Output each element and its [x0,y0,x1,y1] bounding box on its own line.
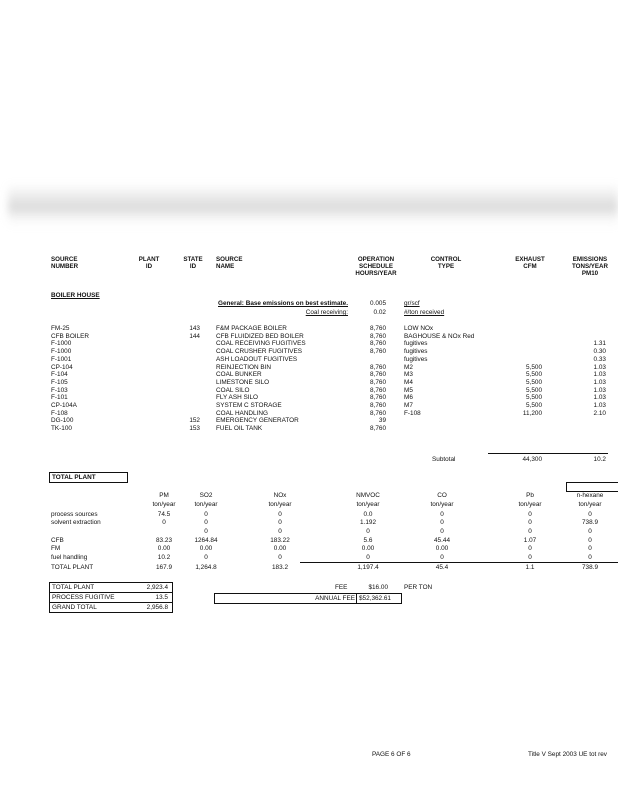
source-name: LIMESTONE SILO [216,378,270,386]
operation-hours: 8,760 [370,394,386,402]
source-name: COAL BUNKER [216,371,262,379]
exhaust-cfm: 5,500 [526,386,542,394]
fee-value: $16.00 [368,584,388,591]
summary-column-unit: ton/year [518,501,542,508]
exhaust-cfm: 5,500 [526,402,542,409]
exhaust-cfm: 5,500 [526,378,542,386]
source-name: FLY ASH SILO [216,394,259,402]
general-note-unit: gr/scf [404,300,420,307]
summary-cell: 45.4 [435,564,449,571]
subtotal-pm10: 10.2 [593,456,606,463]
header-control-type: CONTROL TYPE [430,256,462,270]
summary-cell: 0 [588,528,592,535]
summary-column-name: SO2 [199,492,213,499]
source-name: REINJECTION BIN [216,363,272,371]
source-name: SYSTEM C STORAGE [216,402,282,409]
subtotal-label: Subtotal [432,456,456,463]
pm10-value: 1.03 [593,371,606,379]
summary-cell: 10.2 [157,554,171,561]
summary-cell: 0 [278,554,282,561]
annual-fee-label: ANNUAL FEE [315,595,355,602]
source-number: F-1000 [51,348,72,356]
exhaust-cfm: 5,500 [526,394,542,402]
summary-cell: 0 [588,545,592,552]
summary-cell: 0 [440,519,444,526]
source-number: F-108 [51,409,68,417]
state-id: 153 [189,425,200,433]
summary-cell: 0 [528,554,532,561]
summary-cell: 5.6 [363,537,373,544]
totals-box [49,582,173,613]
summary-cell: 0 [366,554,370,561]
header-source-number: SOURCE NUMBER [51,256,79,270]
source-number: CP-104A [51,402,77,409]
operation-hours: 8,760 [370,425,386,433]
section-title-boiler-house: BOILER HOUSE [51,292,100,299]
summary-cell: 0.0 [363,511,373,518]
pm10-value: 1.03 [593,394,606,402]
summary-cell: 1.1 [525,564,535,571]
control-type: M4 [404,378,413,386]
summary-cell: 0 [588,511,592,518]
operation-hours: 8,760 [370,371,386,379]
fee-unit: PER TON [404,584,433,591]
summary-cell: 167.9 [156,564,172,571]
exhaust-cfm: 11,200 [522,409,542,417]
control-type: M5 [404,386,413,394]
summary-column-unit: ton/year [194,501,218,508]
source-name: FUEL OIL TANK [216,425,263,433]
summary-cell: 0 [440,554,444,561]
control-type: M7 [404,402,413,409]
totals-value-process-fugitive: 13.5 [155,594,168,601]
source-number: F-105 [51,378,68,386]
operation-hours: 8,760 [370,378,386,386]
summary-cell: 738.9 [582,564,598,571]
source-number: FM-25 [51,325,70,332]
summary-column-name: PM [159,492,169,499]
header-operation-schedule: OPERATION SCHEDULE HOURS/YEAR [355,256,397,277]
summary-cell: 0 [278,528,282,535]
summary-cell: 0 [528,511,532,518]
operation-hours: 8,760 [370,348,386,356]
header-emissions-pm10: EMISSIONS TONS/YEAR PM10 [572,256,608,277]
totals-label-total-plant: TOTAL PLANT [52,584,95,591]
annual-fee-box [214,593,402,604]
summary-cell: 0 [528,545,532,552]
source-name: COAL HANDLING [216,409,268,417]
summary-cell: 74.5 [157,511,171,518]
summary-row-label: FM [51,545,61,552]
pm10-value: 1.03 [593,386,606,394]
summary-cell: 0.00 [157,545,171,552]
general-note-label: General: Base emissions on best estimate. [218,300,348,307]
source-name: CFB FLUIDIZED BED BOILER [216,332,304,340]
summary-cell: 183.22 [270,537,290,544]
summary-column-unit: ton/year [430,501,454,508]
summary-column-unit: ton/year [356,501,380,508]
summary-row-label: process sources [51,511,98,518]
coal-receiving-unit: #/ton received [404,309,445,316]
source-number: F-104 [51,371,68,379]
source-number: CFB BOILER [51,332,89,340]
summary-cell: 0 [588,537,592,544]
totals-label-process-fugitive: PROCESS FUGITIVE [52,594,115,601]
operation-hours: 8,760 [370,325,386,332]
operation-hours: 8,760 [370,386,386,394]
source-name: COAL RECEIVING FUGITIVES [216,340,306,348]
summary-cell: 0.00 [435,545,449,552]
summary-cell: 0 [204,554,208,561]
summary-cell: 0 [528,519,532,526]
source-name: COAL CRUSHER FUGITIVES [216,348,303,356]
summary-row-label: TOTAL PLANT [51,564,94,571]
total-plant-title: TOTAL PLANT [52,474,96,481]
source-number: F-1001 [51,355,72,363]
pm10-value: 1.31 [593,340,606,348]
summary-cell: 0 [278,519,282,526]
summary-cell: 0 [204,511,208,518]
summary-cell: 45.44 [434,537,450,544]
summary-cell: 0 [162,519,166,526]
operation-hours: 8,760 [370,402,386,409]
source-number: CP-104 [51,363,73,371]
pm10-value: 0.30 [593,348,606,356]
subtotal-rule [488,453,608,454]
summary-rule [300,562,618,563]
annual-fee-value: $52,362.61 [359,595,391,602]
summary-cell: 0 [366,528,370,535]
summary-cell: 0.00 [273,545,287,552]
control-type: fugitives [404,348,428,356]
operation-hours: 8,760 [370,340,386,348]
source-number: DG-100 [51,417,74,425]
right-edge-box [566,482,618,492]
coal-receiving-value: 0.02 [373,309,386,316]
exhaust-cfm: 5,500 [526,371,542,379]
header-exhaust-cfm: EXHAUST CFM [515,256,545,270]
summary-cell: 0 [278,511,282,518]
summary-column-unit: ton/year [578,501,602,508]
total-plant-title-box [49,472,128,483]
summary-cell: 0 [204,519,208,526]
general-note-value: 0.005 [370,300,386,307]
totals-divider-2 [50,602,172,603]
control-type: F-108 [404,409,421,417]
source-name: COAL SILO [216,386,250,394]
document-id: Title V Sept 2003 UE tot rev [528,751,607,758]
pm10-value: 1.03 [593,378,606,386]
summary-cell: 0.00 [199,545,213,552]
pm10-value: 1.03 [593,402,606,409]
summary-cell: 1.07 [523,537,537,544]
summary-column-name: NMVOC [356,492,380,499]
summary-cell: 83.23 [156,537,172,544]
totals-value-total-plant: 2,923.4 [146,584,168,591]
annual-fee-value-box [356,593,402,604]
page-number: PAGE 6 OF 6 [372,751,411,758]
totals-divider-1 [50,592,172,593]
summary-cell: 0 [528,528,532,535]
summary-cell: 0 [440,511,444,518]
totals-value-grand-total: 2,956.8 [146,604,168,611]
summary-cell: 1,197.4 [357,564,379,571]
source-name: F&M PACKAGE BOILER [216,325,287,332]
summary-cell: 1,264.8 [195,564,217,571]
summary-cell: 0 [204,528,208,535]
summary-column-name: NOx [273,492,287,499]
control-type: M6 [404,394,413,402]
control-type: fugitives [404,355,428,363]
summary-cell: 0 [588,554,592,561]
summary-row-label: fuel handling [51,554,88,561]
summary-cell: 183.2 [272,564,288,571]
state-id: 144 [189,332,200,340]
summary-column-unit: ton/year [268,501,292,508]
pm10-value: 0.33 [593,355,606,363]
summary-row-label: solvent extraction [51,519,101,526]
control-type: M3 [404,371,413,379]
state-id: 143 [189,325,200,332]
subtotal-cfm: 44,300 [522,456,542,463]
state-id: 152 [189,417,200,425]
summary-cell: 1264.84 [194,537,218,544]
scan-artifact-band [8,183,618,227]
source-number: F-1000 [51,340,72,348]
coal-receiving-label: Coal receiving: [305,309,348,316]
summary-column-name: CO [437,492,447,499]
control-type: BAGHOUSE & NOx Red [404,332,475,340]
fee-label: FEE [335,584,348,591]
control-type: LOW NOx [404,325,434,332]
operation-hours: 8,760 [370,332,386,340]
pm10-value: 2.10 [593,409,606,417]
summary-column-name: n-hexane [576,492,604,499]
control-type: fugitives [404,340,428,348]
summary-column-unit: ton/year [152,501,176,508]
header-source-name: SOURCE NAME [216,256,243,270]
source-name: ASH LOADOUT FUGITIVES [216,355,298,363]
summary-cell: 1.192 [360,519,376,526]
source-number: TK-100 [51,425,72,433]
totals-label-grand-total: GRAND TOTAL [52,604,97,611]
header-state-id: STATE ID [183,256,203,270]
summary-cell: 738.9 [582,519,598,526]
summary-column-name: Pb [526,492,534,499]
operation-hours: 8,760 [370,409,386,417]
source-number: F-103 [51,386,68,394]
source-name: EMERGENCY GENERATOR [216,417,299,425]
header-plant-id: PLANT ID [138,256,160,270]
operation-hours: 8,760 [370,363,386,371]
source-number: F-101 [51,394,68,402]
exhaust-cfm: 5,500 [526,363,542,371]
control-type: M2 [404,363,413,371]
summary-row-label: CFB [51,537,64,544]
pm10-value: 1.03 [593,363,606,371]
summary-cell: 0.00 [361,545,375,552]
summary-cell: 0 [440,528,444,535]
operation-hours: 39 [378,417,386,425]
